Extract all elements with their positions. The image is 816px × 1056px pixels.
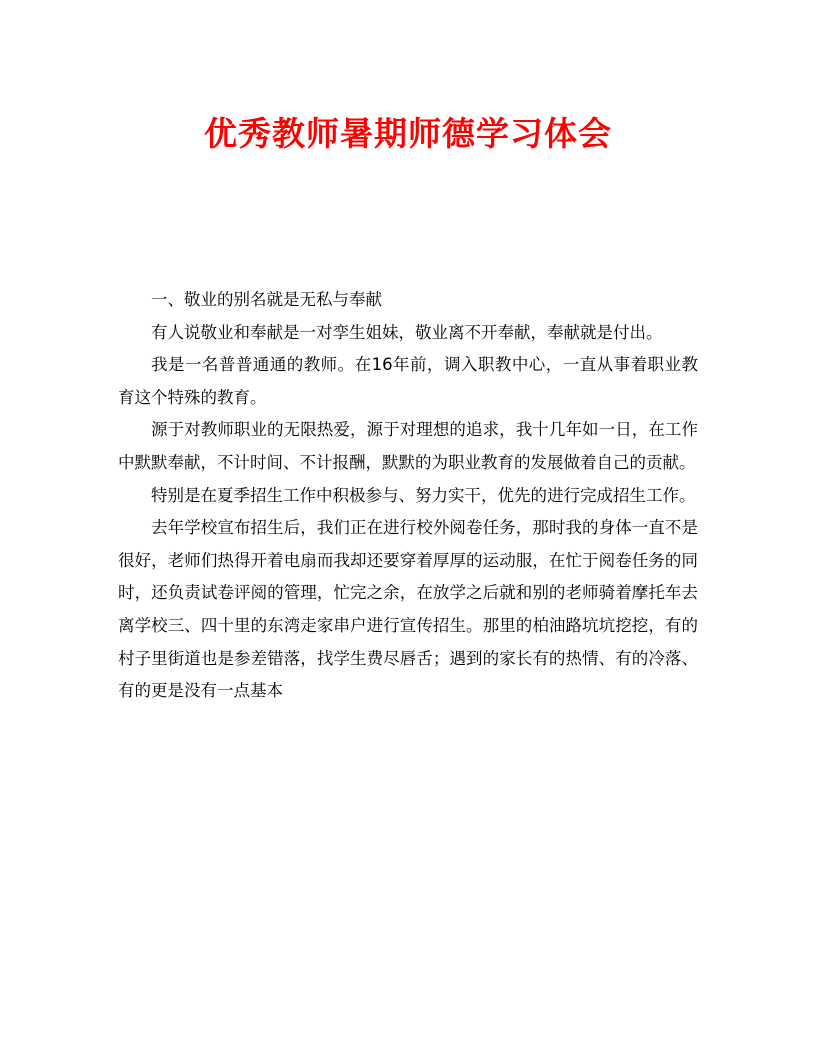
paragraph: 去年学校宣布招生后，我们正在进行校外阅卷任务，那时我的身体一直不是很好，老师们热得开着电扇而我却还要穿着厚厚的运动服，在忙于阅卷任务的同时，还负责试卷评阅的管理，忙完之余，在放学之后就和别的老师骑着摩托车去离学校三、四十里的东湾走家串户进行宣传招生。那里的柏油路坑坑挖挖，有的村子里街道也是参差错落，找学生费尽唇舌；遇到的家长有的热情、有的冷落、有的更是没有一点基本 bbox=[118, 518, 698, 701]
section-heading: 一、敬业的别名就是无私与奉献 bbox=[151, 290, 382, 309]
paragraph: 有人说敬业和奉献是一对孪生姐妹，敬业离不开奉献，奉献就是付出。 bbox=[151, 322, 663, 342]
document-body bbox=[118, 284, 698, 708]
paragraph: 特别是在夏季招生工作中积极参与、努力实干，优先的进行完成招生工作。 bbox=[151, 485, 696, 505]
paragraph: 源于对教师职业的无限热爱，源于对理想的追求，我十几年如一日，在工作中默默奉献，不计时间、不计报酬，默默的为职业教育的发展做着自己的贡献。 bbox=[118, 420, 698, 472]
document-title: 优秀教师暑期师德学习体会 bbox=[204, 114, 612, 153]
paragraph: 我是一名普普通通的教师。在16年前，调入职教中心，一直从事着职业教育这个特殊的教育。 bbox=[118, 355, 698, 407]
